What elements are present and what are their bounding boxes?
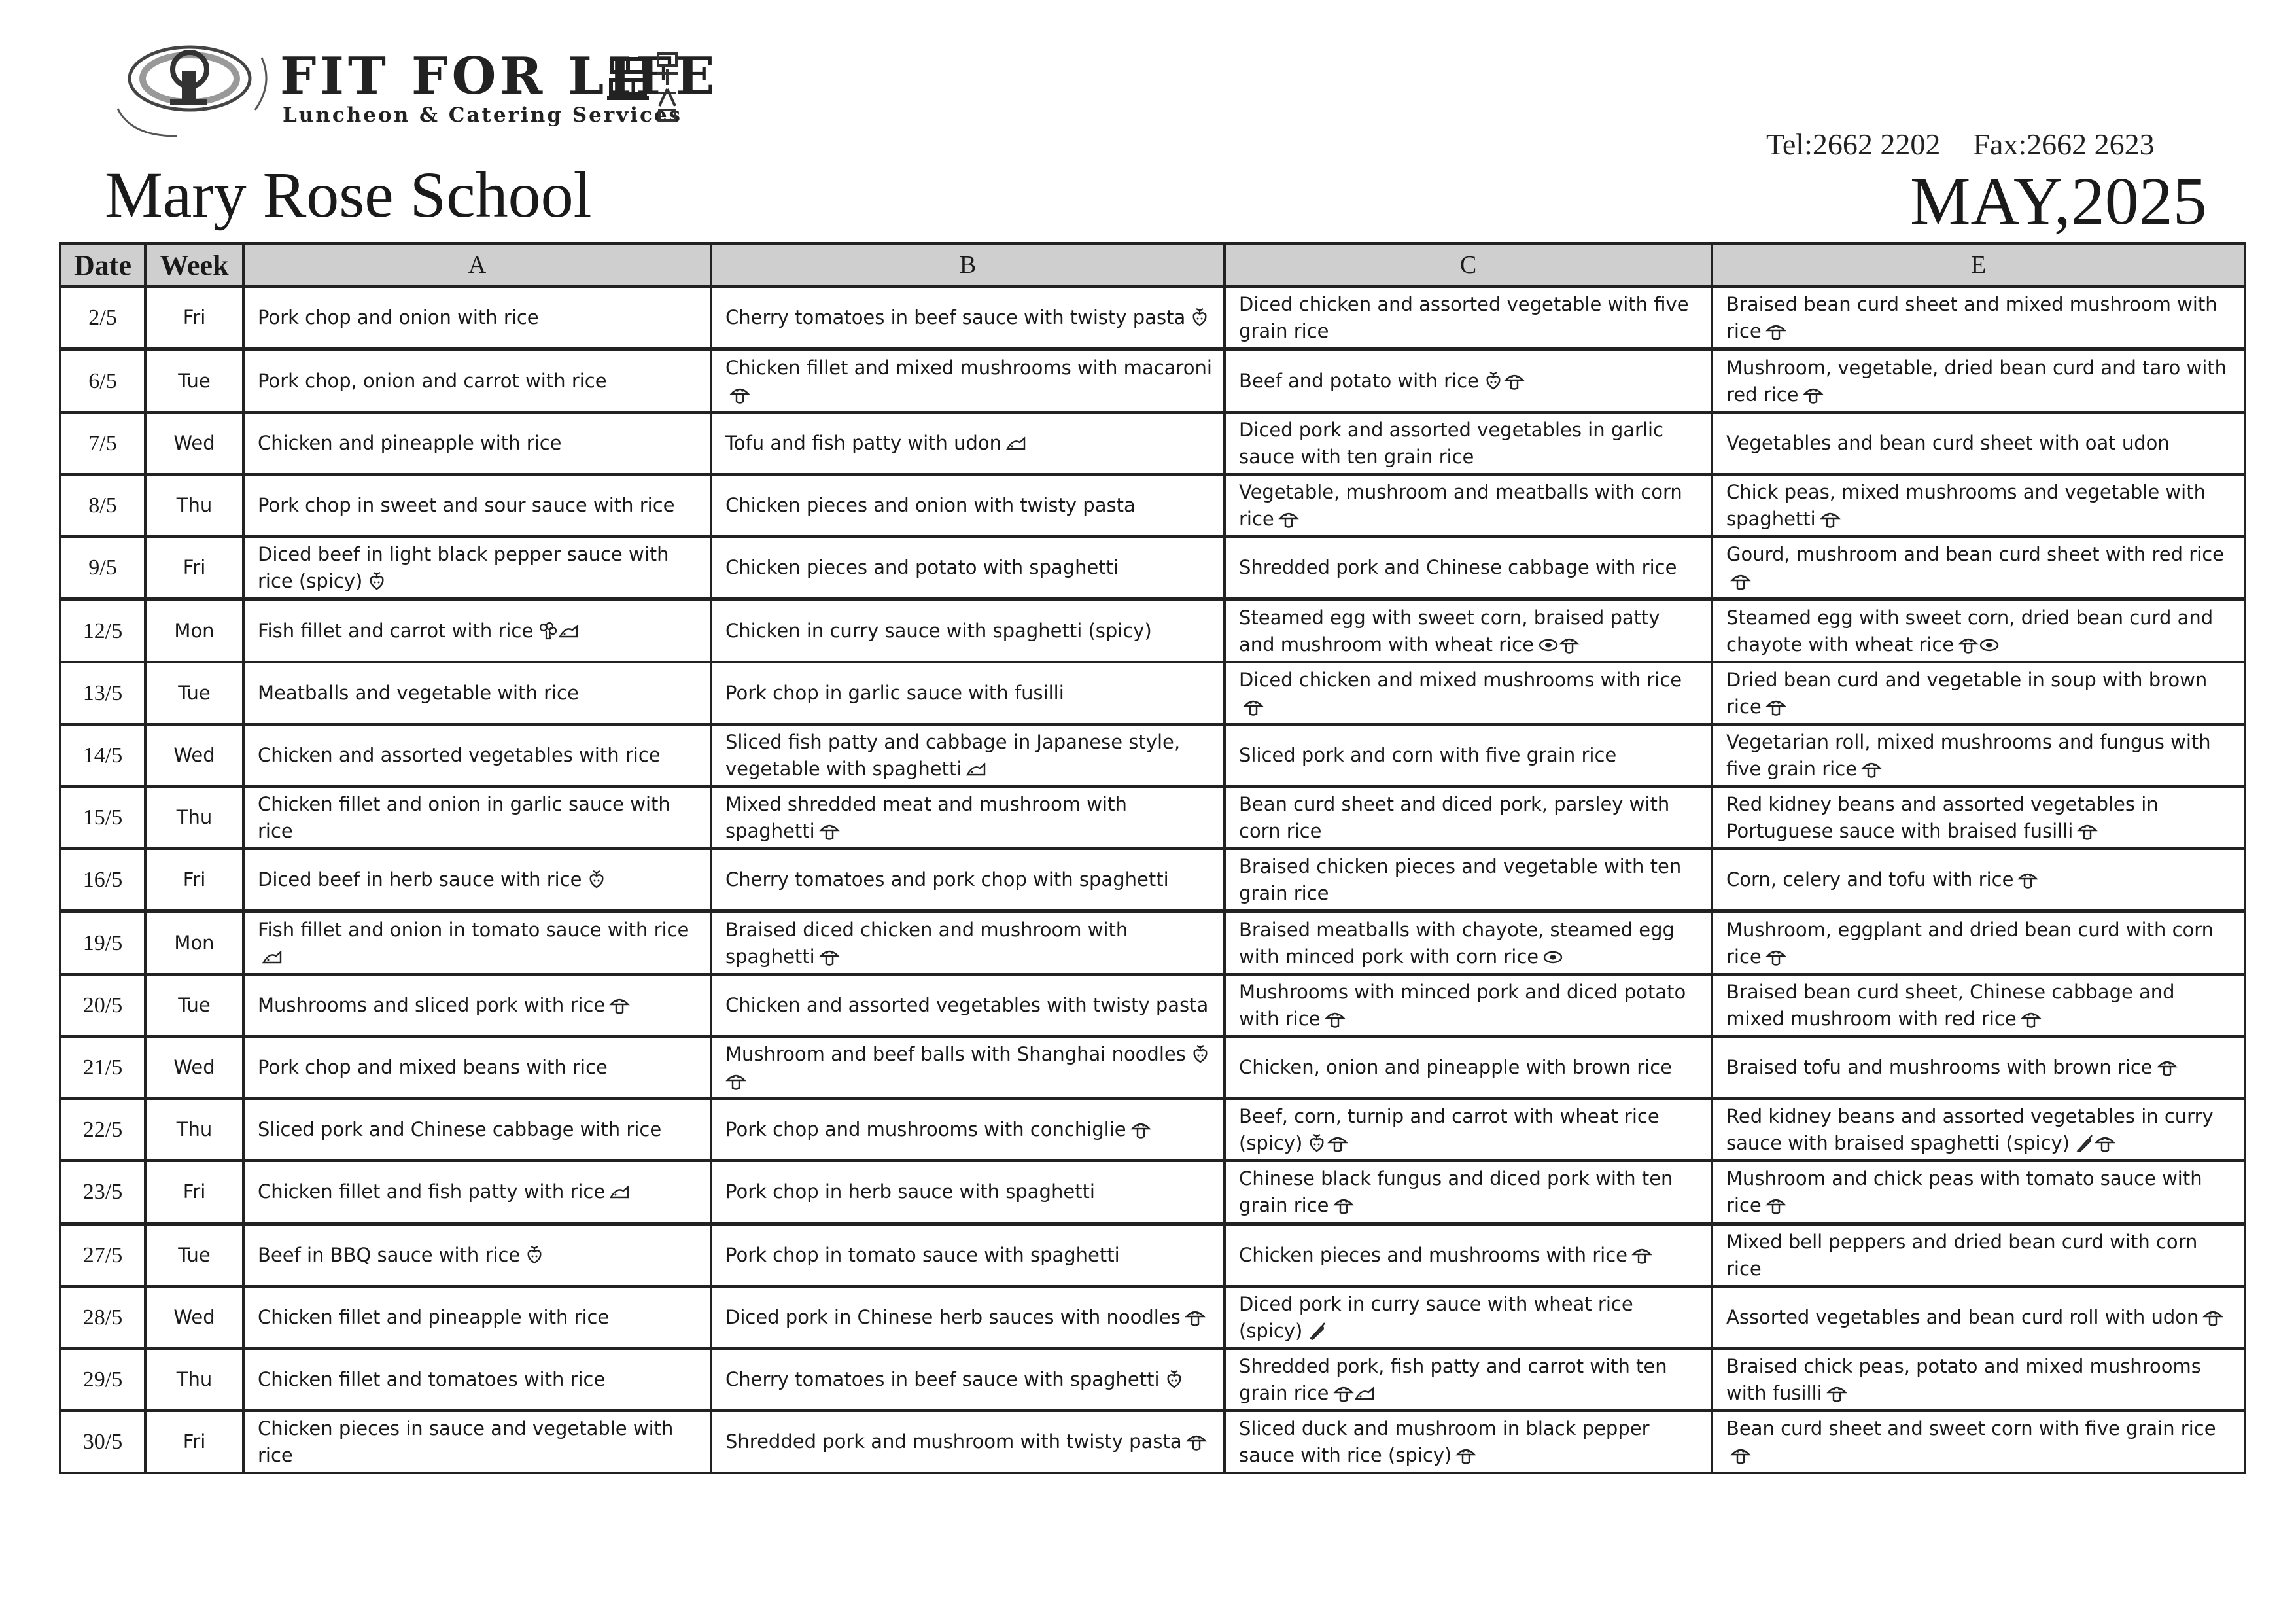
row-date: 19/5 <box>60 911 145 974</box>
dish-text: Sliced fish patty and cabbage in Japanese style, vegetable with spaghetti <box>725 730 1181 780</box>
dish-text: Mushrooms and sliced pork with rice <box>258 994 606 1017</box>
menu-cell-e <box>1712 911 2245 974</box>
menu-cell-e <box>1712 662 2245 724</box>
menu-cell-b <box>711 1036 1225 1099</box>
menu-cell-a <box>243 1286 711 1349</box>
menu-cell-e <box>1712 1224 2245 1286</box>
row-date: 28/5 <box>60 1286 145 1349</box>
dish-text: Fish fillet and onion in tomato sauce with rice <box>258 918 689 941</box>
menu-cell-e <box>1712 1411 2245 1473</box>
menu-cell-b <box>711 474 1225 537</box>
mushroom-icon <box>609 995 630 1015</box>
row-date: 22/5 <box>60 1099 145 1161</box>
table-row <box>60 1099 2245 1161</box>
contact-info <box>1766 127 2187 162</box>
menu-cell-e <box>1712 974 2245 1036</box>
dish-text: Mixed shredded meat and mushroom with spaghetti <box>725 792 1127 842</box>
table-row <box>60 911 2245 974</box>
dish-text: Red kidney beans and assorted vegetables in Portuguese sauce with braised fusilli <box>1726 792 2159 842</box>
mushroom-icon <box>1820 509 1841 529</box>
dish-text: Sliced pork and corn with five grain rice <box>1239 744 1617 767</box>
dish-text: Chicken pieces and mushrooms with rice <box>1239 1244 1628 1267</box>
dish-text: Vegetable, mushroom and meatballs with corn rice <box>1239 480 1682 530</box>
dish-text: Pork chop and mushrooms with conchiglie <box>725 1118 1126 1141</box>
row-weekday: Fri <box>145 1161 243 1224</box>
row-date: 23/5 <box>60 1161 145 1224</box>
menu-cell-c <box>1225 911 1712 974</box>
menu-cell-b <box>711 786 1225 849</box>
telephone-number: Tel:2662 2202 <box>1766 128 1941 161</box>
dish-text: Diced beef in herb sauce with rice <box>258 868 582 891</box>
row-weekday: Wed <box>145 1286 243 1349</box>
veggie-icon <box>1483 371 1504 391</box>
menu-cell-a <box>243 287 711 349</box>
menu-cell-e <box>1712 1036 2245 1099</box>
menu-cell-a <box>243 1161 711 1224</box>
dish-text: Sliced pork and Chinese cabbage with rice <box>258 1118 662 1141</box>
menu-cell-b <box>711 1099 1225 1161</box>
row-date: 16/5 <box>60 849 145 911</box>
veggie-icon <box>1164 1369 1185 1389</box>
menu-cell-b <box>711 1161 1225 1224</box>
table-row <box>60 1286 2245 1349</box>
menu-cell-c <box>1225 724 1712 786</box>
veggie-icon <box>586 870 607 889</box>
menu-cell-c <box>1225 974 1712 1036</box>
dish-text: Braised meatballs with chayote, steamed egg with minced pork with corn rice <box>1239 918 1675 968</box>
dish-text: Shredded pork and Chinese cabbage with rice <box>1239 556 1677 579</box>
menu-cell-a <box>243 974 711 1036</box>
header-menu-e: E <box>1712 243 2245 287</box>
menu-cell-a <box>243 599 711 662</box>
veggie-icon <box>1190 1044 1211 1064</box>
mushroom-icon <box>819 947 840 966</box>
header-menu-b: B <box>711 243 1225 287</box>
dish-text: Braised bean curd sheet, Chinese cabbage and mixed mushroom with red rice <box>1726 980 2175 1030</box>
menu-cell-e <box>1712 786 2245 849</box>
mushroom-icon <box>1803 385 1824 404</box>
menu-cell-a <box>243 1411 711 1473</box>
row-weekday: Tue <box>145 974 243 1036</box>
veggie-icon <box>1189 308 1210 327</box>
menu-cell-a <box>243 1224 711 1286</box>
menu-cell-c <box>1225 474 1712 537</box>
dish-text: Diced chicken and mixed mushrooms with rice <box>1239 668 1682 691</box>
egg-icon <box>1979 635 2000 654</box>
table-row <box>60 849 2245 911</box>
dish-text: Tofu and fish patty with udon <box>725 432 1002 455</box>
menu-cell-c <box>1225 1099 1712 1161</box>
row-weekday: Thu <box>145 786 243 849</box>
row-weekday: Thu <box>145 1099 243 1161</box>
menu-cell-a <box>243 662 711 724</box>
table-row <box>60 1411 2245 1473</box>
row-date: 27/5 <box>60 1224 145 1286</box>
dish-text: Mixed bell peppers and dried bean curd with corn rice <box>1726 1230 2198 1280</box>
dish-text: Chick peas, mixed mushrooms and vegetable with spaghetti <box>1726 480 2206 530</box>
menu-cell-c <box>1225 287 1712 349</box>
mushroom-icon <box>2021 1009 2042 1029</box>
mushroom-icon <box>2202 1307 2223 1327</box>
brand-name: FIT FOR LIFE <box>280 46 719 106</box>
broccoli-icon <box>537 621 558 641</box>
menu-cell-c <box>1225 1349 1712 1411</box>
mushroom-icon <box>1730 1445 1751 1465</box>
dish-text: Braised chick peas, potato and mixed mushrooms with fusilli <box>1726 1354 2201 1404</box>
menu-cell-e <box>1712 1286 2245 1349</box>
menu-cell-a <box>243 474 711 537</box>
brand-chinese-logotype-icon <box>607 55 649 101</box>
table-row <box>60 724 2245 786</box>
menu-cell-c <box>1225 1224 1712 1286</box>
menu-cell-c <box>1225 412 1712 474</box>
menu-cell-b <box>711 849 1225 911</box>
mushroom-icon <box>1765 947 1786 966</box>
menu-cell-b <box>711 349 1225 412</box>
dish-text: Sliced duck and mushroom in black pepper sauce with rice (spicy) <box>1239 1417 1650 1466</box>
dish-text: Mushroom, eggplant and dried bean curd with corn rice <box>1726 918 2214 968</box>
menu-cell-e <box>1712 599 2245 662</box>
fish-icon <box>1005 433 1026 453</box>
row-weekday: Wed <box>145 724 243 786</box>
mushroom-icon <box>725 1071 746 1091</box>
menu-cell-c <box>1225 1411 1712 1473</box>
row-weekday: Tue <box>145 1224 243 1286</box>
table-row <box>60 349 2245 412</box>
dish-text: Chicken fillet and tomatoes with rice <box>258 1368 606 1391</box>
dish-text: Braised diced chicken and mushroom with spaghetti <box>725 918 1128 968</box>
mushroom-icon <box>1186 1432 1207 1451</box>
dish-text: Chicken pieces and potato with spaghetti <box>725 556 1119 579</box>
table-body <box>60 287 2245 1473</box>
menu-cell-b <box>711 537 1225 599</box>
menu-cell-b <box>711 599 1225 662</box>
mushroom-icon <box>1730 571 1751 591</box>
dish-text: Diced pork in curry sauce with wheat rice (spicy) <box>1239 1292 1633 1342</box>
menu-cell-c <box>1225 1036 1712 1099</box>
logo-emblem-icon <box>105 38 275 149</box>
mushroom-icon <box>2077 821 2098 841</box>
dish-text: Cherry tomatoes in beef sauce with twisty pasta <box>725 306 1186 329</box>
dish-text: Pork chop and onion with rice <box>258 306 539 329</box>
dish-text: Mushroom and beef balls with Shanghai noodles <box>725 1042 1186 1065</box>
dish-text: Pork chop in garlic sauce with fusilli <box>725 682 1064 705</box>
mushroom-icon <box>1765 1195 1786 1215</box>
dish-text: Chicken and pineapple with rice <box>258 432 562 455</box>
menu-cell-b <box>711 1286 1225 1349</box>
row-weekday: Fri <box>145 1411 243 1473</box>
dish-text: Vegetables and bean curd sheet with oat udon <box>1726 432 2170 455</box>
table-row <box>60 537 2245 599</box>
mushroom-icon <box>1631 1245 1652 1265</box>
menu-cell-c <box>1225 786 1712 849</box>
header-menu-a: A <box>243 243 711 287</box>
dish-text: Pork chop and mixed beans with rice <box>258 1056 608 1079</box>
dish-text: Mushrooms with minced pork and diced potato with rice <box>1239 980 1686 1030</box>
menu-cell-c <box>1225 349 1712 412</box>
row-weekday: Thu <box>145 1349 243 1411</box>
dish-text: Bean curd sheet and sweet corn with five grain rice <box>1726 1417 2216 1439</box>
fish-icon <box>1354 1383 1375 1403</box>
table-row <box>60 974 2245 1036</box>
menu-cell-c <box>1225 1161 1712 1224</box>
mushroom-icon <box>1327 1133 1348 1153</box>
table-row <box>60 1224 2245 1286</box>
row-date: 13/5 <box>60 662 145 724</box>
dish-text: Chicken in curry sauce with spaghetti (spicy) <box>725 620 1152 643</box>
dish-text: Pork chop in sweet and sour sauce with rice <box>258 494 675 517</box>
row-weekday: Tue <box>145 662 243 724</box>
row-weekday: Fri <box>145 287 243 349</box>
dish-text: Braised tofu and mushrooms with brown rice <box>1726 1056 2153 1079</box>
header-menu-c: C <box>1225 243 1712 287</box>
dish-text: Beef, corn, turnip and carrot with wheat rice (spicy) <box>1239 1104 1660 1154</box>
header-week: Week <box>145 243 243 287</box>
table-row <box>60 662 2245 724</box>
menu-cell-e <box>1712 349 2245 412</box>
row-weekday: Mon <box>145 599 243 662</box>
menu-cell-e <box>1712 1349 2245 1411</box>
row-date: 29/5 <box>60 1349 145 1411</box>
veggie-icon <box>524 1245 545 1265</box>
dish-text: Fish fillet and carrot with rice <box>258 620 534 643</box>
row-weekday: Fri <box>145 537 243 599</box>
fish-icon <box>262 947 283 966</box>
dish-text: Chicken pieces in sauce and vegetable with rice <box>258 1417 674 1466</box>
row-date: 2/5 <box>60 287 145 349</box>
table-row <box>60 599 2245 662</box>
dish-text: Braised chicken pieces and vegetable with ten grain rice <box>1239 855 1682 904</box>
mushroom-icon <box>1278 509 1299 529</box>
menu-cell-a <box>243 537 711 599</box>
fish-icon <box>609 1182 630 1201</box>
mushroom-icon <box>1243 697 1264 716</box>
egg-icon <box>1538 635 1559 654</box>
egg-icon <box>1542 947 1563 966</box>
dish-text: Vegetarian roll, mixed mushrooms and fungus with five grain rice <box>1726 730 2211 780</box>
table-row <box>60 786 2245 849</box>
menu-cell-e <box>1712 724 2245 786</box>
menu-cell-e <box>1712 1161 2245 1224</box>
dish-text: Chicken and assorted vegetables with rice <box>258 744 661 767</box>
dish-text: Gourd, mushroom and bean curd sheet with red rice <box>1726 542 2224 565</box>
mushroom-icon <box>2157 1057 2178 1077</box>
table-row <box>60 474 2245 537</box>
mushroom-icon <box>1861 759 1882 779</box>
table-row <box>60 1036 2245 1099</box>
menu-cell-c <box>1225 1286 1712 1349</box>
row-date: 20/5 <box>60 974 145 1036</box>
row-date: 9/5 <box>60 537 145 599</box>
dish-text: Shredded pork, fish patty and carrot with ten grain rice <box>1239 1354 1667 1404</box>
dish-text: Assorted vegetables and bean curd roll with udon <box>1726 1306 2199 1329</box>
dish-text: Shredded pork and mushroom with twisty pasta <box>725 1430 1182 1453</box>
veggie-icon <box>1306 1133 1327 1153</box>
menu-cell-e <box>1712 849 2245 911</box>
row-date: 6/5 <box>60 349 145 412</box>
menu-cell-c <box>1225 849 1712 911</box>
table-row <box>60 1161 2245 1224</box>
menu-cell-e <box>1712 537 2245 599</box>
mushroom-icon <box>1958 635 1979 654</box>
row-date: 30/5 <box>60 1411 145 1473</box>
dish-text: Diced beef in light black pepper sauce with rice (spicy) <box>258 542 669 592</box>
row-weekday: Wed <box>145 412 243 474</box>
dish-text: Corn, celery and tofu with rice <box>1726 868 2014 891</box>
pepper-icon <box>1306 1321 1327 1341</box>
row-weekday: Tue <box>145 349 243 412</box>
mushroom-icon <box>1826 1383 1847 1403</box>
brand-chinese-small-logotype-icon <box>654 51 680 123</box>
row-date: 14/5 <box>60 724 145 786</box>
dish-text: Diced pork and assorted vegetables in garlic sauce with ten grain rice <box>1239 418 1664 468</box>
mushroom-icon <box>1333 1195 1354 1215</box>
menu-cell-a <box>243 911 711 974</box>
menu-cell-b <box>711 724 1225 786</box>
dish-text: Mushroom and chick peas with tomato sauce with rice <box>1726 1167 2202 1216</box>
dish-text: Dried bean curd and vegetable in soup with brown rice <box>1726 668 2208 718</box>
menu-cell-a <box>243 349 711 412</box>
row-weekday: Mon <box>145 911 243 974</box>
dish-text: Pork chop, onion and carrot with rice <box>258 370 607 393</box>
menu-cell-a <box>243 786 711 849</box>
dish-text: Chicken fillet and fish patty with rice <box>258 1180 606 1203</box>
dish-text: Chinese black fungus and diced pork with ten grain rice <box>1239 1167 1673 1216</box>
dish-text: Pork chop in herb sauce with spaghetti <box>725 1180 1095 1203</box>
dish-text: Cherry tomatoes in beef sauce with spaghetti <box>725 1368 1160 1391</box>
row-date: 21/5 <box>60 1036 145 1099</box>
dish-text: Diced chicken and assorted vegetable with five grain rice <box>1239 292 1689 342</box>
dish-text: Beef and potato with rice <box>1239 370 1479 393</box>
row-date: 15/5 <box>60 786 145 849</box>
fish-icon <box>965 759 986 779</box>
dish-text: Chicken and assorted vegetables with twisty pasta <box>725 994 1209 1017</box>
table-header-row <box>60 243 2245 287</box>
dish-text: Meatballs and vegetable with rice <box>258 682 579 705</box>
dish-text: Mushroom, vegetable, dried bean curd and taro with red rice <box>1726 356 2227 406</box>
menu-cell-b <box>711 662 1225 724</box>
menu-cell-b <box>711 287 1225 349</box>
mushroom-icon <box>1504 371 1525 391</box>
menu-cell-b <box>711 911 1225 974</box>
dish-text: Steamed egg with sweet corn, braised patty and mushroom with wheat rice <box>1239 606 1660 656</box>
menu-cell-a <box>243 1099 711 1161</box>
menu-cell-a <box>243 724 711 786</box>
row-date: 12/5 <box>60 599 145 662</box>
company-logo <box>105 38 752 149</box>
dish-text: Chicken fillet and onion in garlic sauce with rice <box>258 792 670 842</box>
mushroom-icon <box>1185 1307 1206 1327</box>
dish-text: Chicken fillet and pineapple with rice <box>258 1306 610 1329</box>
mushroom-icon <box>2095 1133 2115 1153</box>
dish-text: Chicken, onion and pineapple with brown rice <box>1239 1056 1673 1079</box>
menu-cell-e <box>1712 1099 2245 1161</box>
menu-cell-e <box>1712 412 2245 474</box>
table-row <box>60 1349 2245 1411</box>
mushroom-icon <box>729 385 750 404</box>
pepper-icon <box>2074 1133 2095 1153</box>
menu-cell-c <box>1225 537 1712 599</box>
row-weekday: Wed <box>145 1036 243 1099</box>
dish-text: Pork chop in tomato sauce with spaghetti <box>725 1244 1120 1267</box>
mushroom-icon <box>1765 321 1786 341</box>
dish-text: Chicken pieces and onion with twisty pasta <box>725 494 1136 517</box>
mushroom-icon <box>819 821 840 841</box>
menu-cell-e <box>1712 287 2245 349</box>
mushroom-icon <box>1325 1009 1346 1029</box>
row-weekday: Fri <box>145 849 243 911</box>
mushroom-icon <box>2017 870 2038 889</box>
mushroom-icon <box>1333 1383 1354 1403</box>
mushroom-icon <box>1455 1445 1476 1465</box>
school-name: Mary Rose School <box>105 158 592 231</box>
lunch-menu-table <box>59 242 2246 1474</box>
row-date: 8/5 <box>60 474 145 537</box>
menu-cell-b <box>711 1224 1225 1286</box>
dish-text: Beef in BBQ sauce with rice <box>258 1244 521 1267</box>
brand-tagline: Luncheon & Catering Services <box>283 103 682 127</box>
menu-cell-b <box>711 1411 1225 1473</box>
dish-text: Chicken fillet and mixed mushrooms with macaroni <box>725 356 1212 379</box>
fax-number: Fax:2662 2623 <box>1973 128 2155 161</box>
dish-text: Diced pork in Chinese herb sauces with noodles <box>725 1306 1181 1329</box>
menu-cell-a <box>243 1349 711 1411</box>
menu-cell-b <box>711 412 1225 474</box>
veggie-icon <box>366 571 387 591</box>
menu-cell-b <box>711 974 1225 1036</box>
row-date: 7/5 <box>60 412 145 474</box>
dish-text: Braised bean curd sheet and mixed mushroom with rice <box>1726 292 2218 342</box>
menu-cell-a <box>243 1036 711 1099</box>
mushroom-icon <box>1765 697 1786 716</box>
menu-cell-c <box>1225 599 1712 662</box>
dish-text: Steamed egg with sweet corn, dried bean curd and chayote with wheat rice <box>1726 606 2214 656</box>
header-date: Date <box>60 243 145 287</box>
table-row <box>60 412 2245 474</box>
menu-cell-a <box>243 849 711 911</box>
fish-icon <box>558 621 579 641</box>
dish-text: Bean curd sheet and diced pork, parsley with corn rice <box>1239 792 1670 842</box>
table-row <box>60 287 2245 349</box>
menu-cell-c <box>1225 662 1712 724</box>
dish-text: Red kidney beans and assorted vegetables in curry sauce with braised spaghetti (spicy) <box>1726 1104 2214 1154</box>
menu-cell-a <box>243 412 711 474</box>
mushroom-icon <box>1559 635 1580 654</box>
menu-month: MAY,2025 <box>1910 164 2207 239</box>
row-weekday: Thu <box>145 474 243 537</box>
menu-cell-e <box>1712 474 2245 537</box>
menu-cell-b <box>711 1349 1225 1411</box>
mushroom-icon <box>1130 1120 1151 1139</box>
dish-text: Cherry tomatoes and pork chop with spaghetti <box>725 868 1169 891</box>
